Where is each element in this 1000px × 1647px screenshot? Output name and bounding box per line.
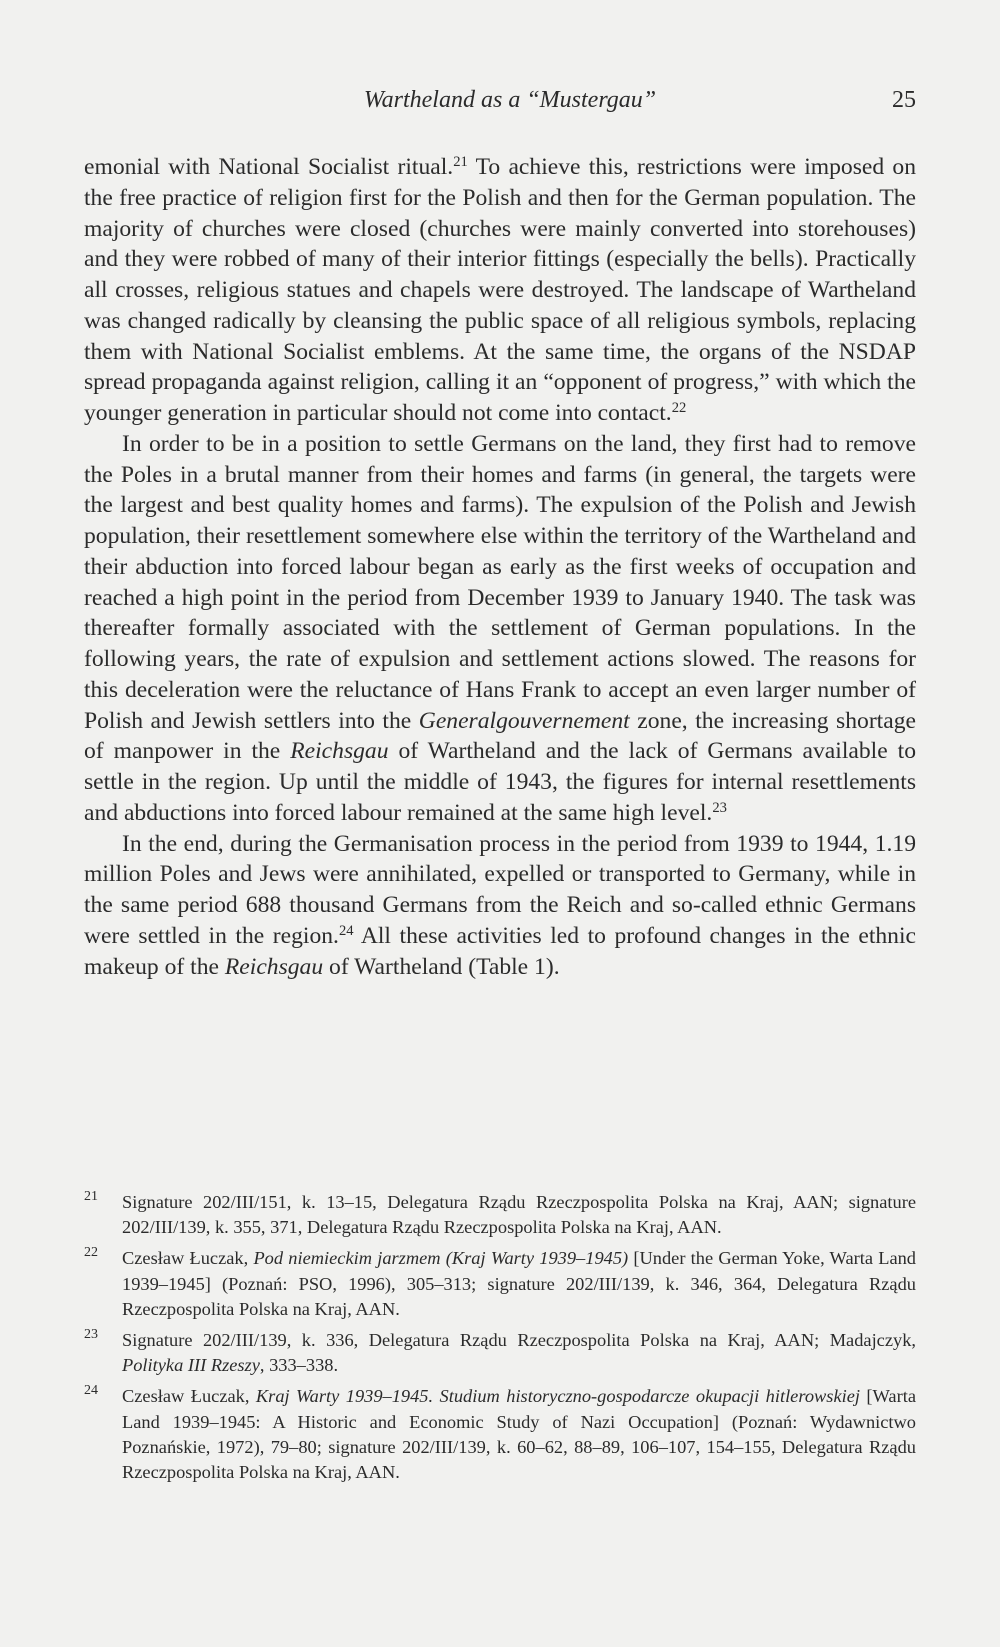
- footnote-italic: Pod niemieckim jarzmem (Kraj Warty 1939–1945): [253, 1248, 629, 1269]
- footnote-number: 24: [84, 1383, 98, 1399]
- footnote-italic: Polityka III Rzeszy: [122, 1355, 260, 1376]
- paragraph-3-text-b: All these activities led to profound changes in the ethnic makeup of the: [84, 922, 916, 980]
- footnote-24: [84, 1384, 916, 1485]
- paragraph-2-text-c: of Wartheland and the lack of Germans available to settle in the region. Up until the middle of 1943, the figures for internal resettlements and abductions into forced labour remained at the same high level.: [84, 738, 916, 826]
- paragraph-2-text-b: zone, the increasing shortage of manpower in the: [84, 707, 916, 765]
- paragraph-1-text-b: To achieve this, restrictions were imposed on the free practice of religion first for the Polish and then for the German population. The majority of churches were closed (churches were mainly converted into storehouses) and they were robbed of many of their interior fittings (especially the bells). Practically all crosses, religious statues and chapels were destroyed. The landscape of Wartheland was changed radically by cleansing the public space of all religious symbols, replacing them with National Socialist emblems. At the same time, the organs of the NSDAP spread propaganda against religion, calling it an “opponent of progress,” with which the younger generation in particular should not come into contact.: [84, 154, 916, 426]
- footnote-number: 23: [84, 1327, 98, 1343]
- running-title: Wartheland as a “Mustergau”: [363, 87, 657, 113]
- footnote-number: 22: [84, 1245, 98, 1261]
- footnote-number: 21: [84, 1189, 98, 1204]
- body-text: [84, 152, 916, 982]
- footnote-italic: Kraj Warty 1939–1945. Studium historyczno-gospodarcze okupacji hitlerowskiej: [255, 1386, 860, 1407]
- paragraph-2-text-a: In order to be in a position to settle Germans on the land, they first had to remove the Poles in a brutal manner from their homes and farms (in general, the targets were the largest and best quality homes and farms). The expulsion of the Polish and Jewish population, their resettlement somewhere else within the territory of the Wartheland and their abduction into forced labour began as early as the first weeks of occupation and reached a high point in the period from December 1939 to January 1940. The task was thereafter formally associated with the settlement of German populations. In the following years, the rate of expulsion and settlement actions slowed. The reasons for this deceleration were the reluctance of Hans Frank to accept an even larger number of Polish and Jewish settlers into the: [84, 430, 916, 734]
- paragraph-2: [84, 429, 916, 829]
- paragraph-1: [84, 152, 916, 429]
- footnote-text: Signature 202/III/151, k. 13–15, Delegatura Rządu Rzeczpospolita Polska na Kraj, AAN; signature 202/III/139, k. 355, 371, Delegatura Rządu Rzeczpospolita Polska na Kraj, AAN.: [122, 1192, 916, 1238]
- paragraph-3: [84, 829, 916, 983]
- footnote-ref-22: 22: [671, 399, 687, 416]
- page-number: 25: [892, 87, 916, 113]
- paragraph-2-italic-a: Generalgouvernement: [418, 707, 630, 734]
- paragraph-3-text-c: of Wartheland (Table 1).: [323, 953, 560, 980]
- footnote-text-a: Signature 202/III/139, k. 336, Delegatura Rządu Rzeczpospolita Polska na Kraj, AAN; Madajczyk,: [122, 1330, 916, 1351]
- footnote-ref-23: 23: [712, 799, 727, 816]
- paragraph-1-text-a: emonial with National Socialist ritual.: [84, 154, 454, 180]
- footnote-22: [84, 1246, 916, 1322]
- footnote-text-a: Czesław Łuczak,: [122, 1386, 256, 1407]
- footnote-23: [84, 1328, 916, 1378]
- footnote-text-b: [Warta Land 1939–1945: A Historic and Economic Study of Nazi Occupation] (Poznań: Wydawnictwo Poznańskie, 1972), 79–80; signature 202/III/139, k. 60–62, 88–89, 106–107, 154–155, Delegatura Rządu Rzeczpospolita Polska na Kraj, AAN.: [122, 1386, 916, 1483]
- footnote-ref-24: 24: [338, 922, 354, 939]
- footnote-text-b: , 333–338.: [259, 1355, 339, 1376]
- paragraph-3-italic: Reichsgau: [224, 953, 324, 980]
- footnote-text-a: Czesław Łuczak,: [122, 1248, 254, 1269]
- footnotes: [84, 1190, 916, 1491]
- footnote-text-b: [Under the German Yoke, Warta Land 1939–1945] (Poznań: PSO, 1996), 305–313; signature 202/III/139, k. 346, 364, Delegatura Rządu Rzeczpospolita Polska na Kraj, AAN.: [122, 1248, 916, 1319]
- footnote-21: [84, 1190, 916, 1240]
- paragraph-2-italic-b: Reichsgau: [290, 738, 389, 765]
- paragraph-3-text-a: In the end, during the Germanisation process in the period from 1939 to 1944, 1.19 million Poles and Jews were annihilated, expelled or transported to Germany, while in the same period 688 thousand Germans from the Reich and so-called ethnic Germans were settled in the region.: [84, 830, 916, 949]
- footnote-ref-21: 21: [453, 153, 468, 170]
